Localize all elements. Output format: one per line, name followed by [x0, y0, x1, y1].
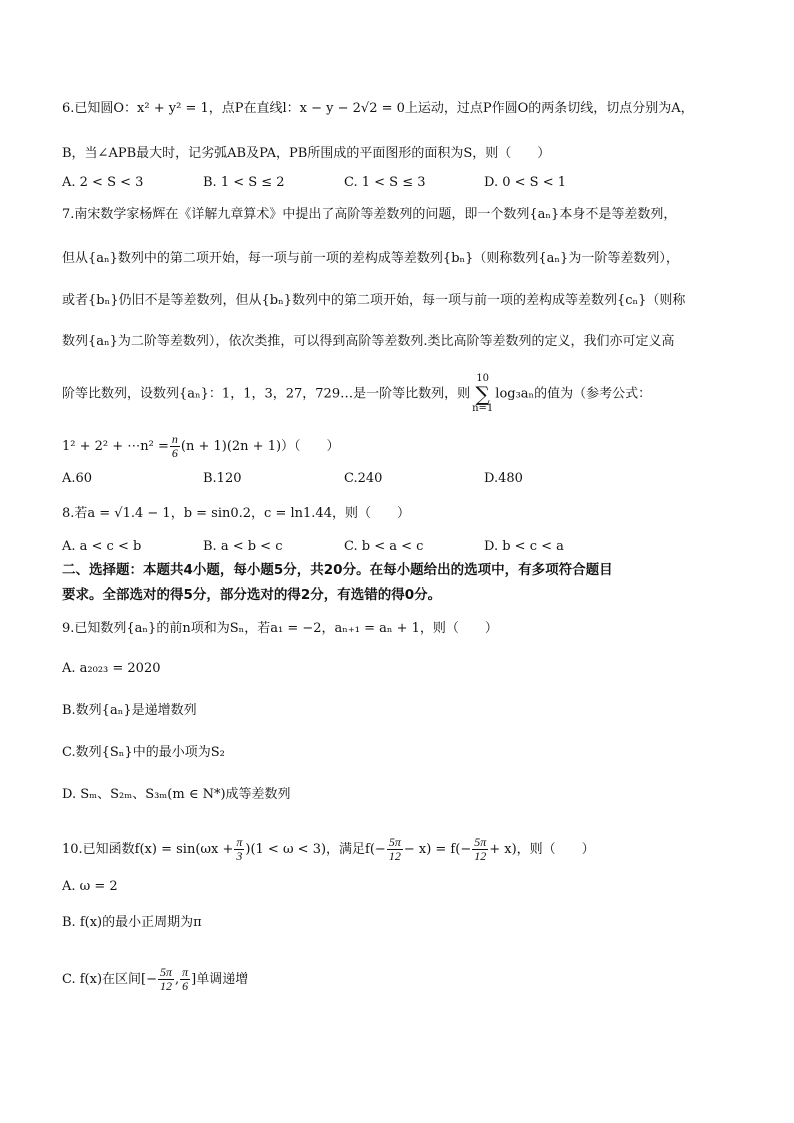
q7-formula-a: 1² + 2² + ⋯n² = — [62, 439, 169, 454]
frac-den: 12 — [388, 849, 401, 863]
fraction-pi-3 — [234, 836, 244, 863]
q10-text-c: − x) = f(− — [403, 842, 472, 857]
q6-line1: 6.已知圆O：x² + y² = 1，点P在直线l：x − y − 2√2 = 0上运动，过点P作圆O的两条切线，切点分别为A， — [62, 101, 694, 116]
section-heading-line1: 二、选择题：本题共4小题，每小题5分，共20分。在每小题给出的选项中，有多项符合题目 — [62, 562, 613, 578]
q6-option-d: D. 0 < S < 1 — [484, 175, 566, 190]
q7-line5-text-b: log₃aₙ的值为（参考公式： — [495, 386, 652, 402]
q10-c-sep: , — [175, 972, 180, 987]
section-heading-line2: 要求。全部选对的得5分，部分选对的得2分，有选错的得0分。 — [62, 587, 442, 603]
q6-option-b: B. 1 < S ≤ 2 — [203, 175, 285, 190]
q6-option-a: A. 2 < S < 3 — [62, 175, 144, 190]
sigma-symbol: ∑ — [475, 382, 490, 406]
q10-text-d: + x)，则（ ） — [489, 842, 595, 857]
q7-line1: 7.南宋数学家杨辉在《详解九章算术》中提出了高阶等差数列的问题，即一个数列{aₙ}本身不是等差数列， — [62, 207, 677, 222]
q10-option-a: A. ω = 2 — [62, 879, 118, 894]
frac-den: 12 — [160, 979, 172, 993]
q6-line2: B，当∠APB最大时，记劣弧AB及PA，PB所围成的平面图形的面积为S，则（ ） — [62, 146, 551, 161]
sum-upper: 10 — [476, 373, 490, 384]
frac-den: 12 — [474, 849, 487, 863]
frac-num: n — [171, 432, 178, 446]
frac-num: π — [236, 835, 243, 849]
frac-num: 5π — [388, 835, 401, 849]
q10-c-text-pre: C. f(x)在区间[− — [62, 972, 157, 987]
q9-option-a: A. a₂₀₂₃ = 2020 — [62, 661, 161, 676]
frac-den: 3 — [236, 849, 243, 863]
q7-line5 — [62, 374, 651, 414]
q7-line4: 数列{aₙ}为二阶等差数列），依次类推，可以得到高阶等差数列.类比高阶等差数列的定义，我们亦可定义高 — [62, 334, 675, 349]
q7-option-b: B.120 — [203, 471, 242, 486]
frac-den: 6 — [171, 446, 178, 460]
q8-line1: 8.若a = √1.4 − 1，b = sin0.2，c = ln1.44，则（ ） — [62, 506, 410, 521]
q10-option-c — [62, 966, 248, 993]
frac-den: 6 — [182, 979, 189, 993]
fraction-5pi-12 — [387, 836, 403, 863]
frac-num: 5π — [160, 965, 173, 979]
q9-option-c: C.数列{Sₙ}中的最小项为S₂ — [62, 745, 225, 760]
fraction-n-over-6 — [170, 433, 180, 460]
q10-c-text-post: ]单调递增 — [191, 972, 249, 987]
q10-option-b: B. f(x)的最小正周期为π — [62, 915, 202, 930]
q9-option-b: B.数列{aₙ}是递增数列 — [62, 703, 197, 718]
q7-line5-text-a: 阶等比数列，设数列{aₙ}：1，1，3，27，729…是一阶等比数列，则 — [62, 386, 471, 402]
fraction-pi-6 — [180, 966, 190, 993]
fraction-5pi-12 — [472, 836, 488, 863]
frac-num: 5π — [474, 835, 487, 849]
q6-option-c: C. 1 < S ≤ 3 — [344, 175, 426, 190]
q9-line1: 9.已知数列{aₙ}的前n项和为Sₙ，若a₁ = −2，aₙ₊₁ = aₙ + 1，则（ ） — [62, 621, 498, 636]
q7-line3: 或者{bₙ}仍旧不是等差数列，但从{bₙ}数列中的第二项开始，每一项与前一项的差构成等差数列{cₙ}（则称 — [62, 293, 686, 308]
q7-line2: 但从{aₙ}数列中的第二项开始，每一项与前一项的差构成等差数列{bₙ}（则称数列{aₙ}为一阶等差数列）， — [62, 251, 679, 266]
sum-lower: n=1 — [472, 403, 494, 414]
q10-text-b: )(1 < ω < 3)，满足f(− — [245, 842, 386, 857]
q8-option-d: D. b < c < a — [484, 539, 564, 554]
q10-line1 — [62, 836, 595, 863]
q7-formula-b: (n + 1)(2n + 1)）（ ） — [180, 439, 340, 454]
q8-option-b: B. a < b < c — [203, 539, 283, 554]
q8-option-a: A. a < c < b — [62, 539, 142, 554]
q8-option-c: C. b < a < c — [344, 539, 424, 554]
q7-option-a: A.60 — [62, 471, 93, 486]
q9-option-d: D. Sₘ、S₂ₘ、S₃ₘ(m ∈ N*)成等差数列 — [62, 787, 291, 802]
q7-option-d: D.480 — [484, 471, 523, 486]
summation — [472, 374, 493, 414]
q7-line6 — [62, 433, 340, 460]
frac-num: π — [182, 965, 189, 979]
q7-option-c: C.240 — [344, 471, 383, 486]
fraction-5pi-12 — [158, 966, 174, 993]
q10-text-a: 10.已知函数f(x) = sin(ωx + — [62, 842, 234, 857]
